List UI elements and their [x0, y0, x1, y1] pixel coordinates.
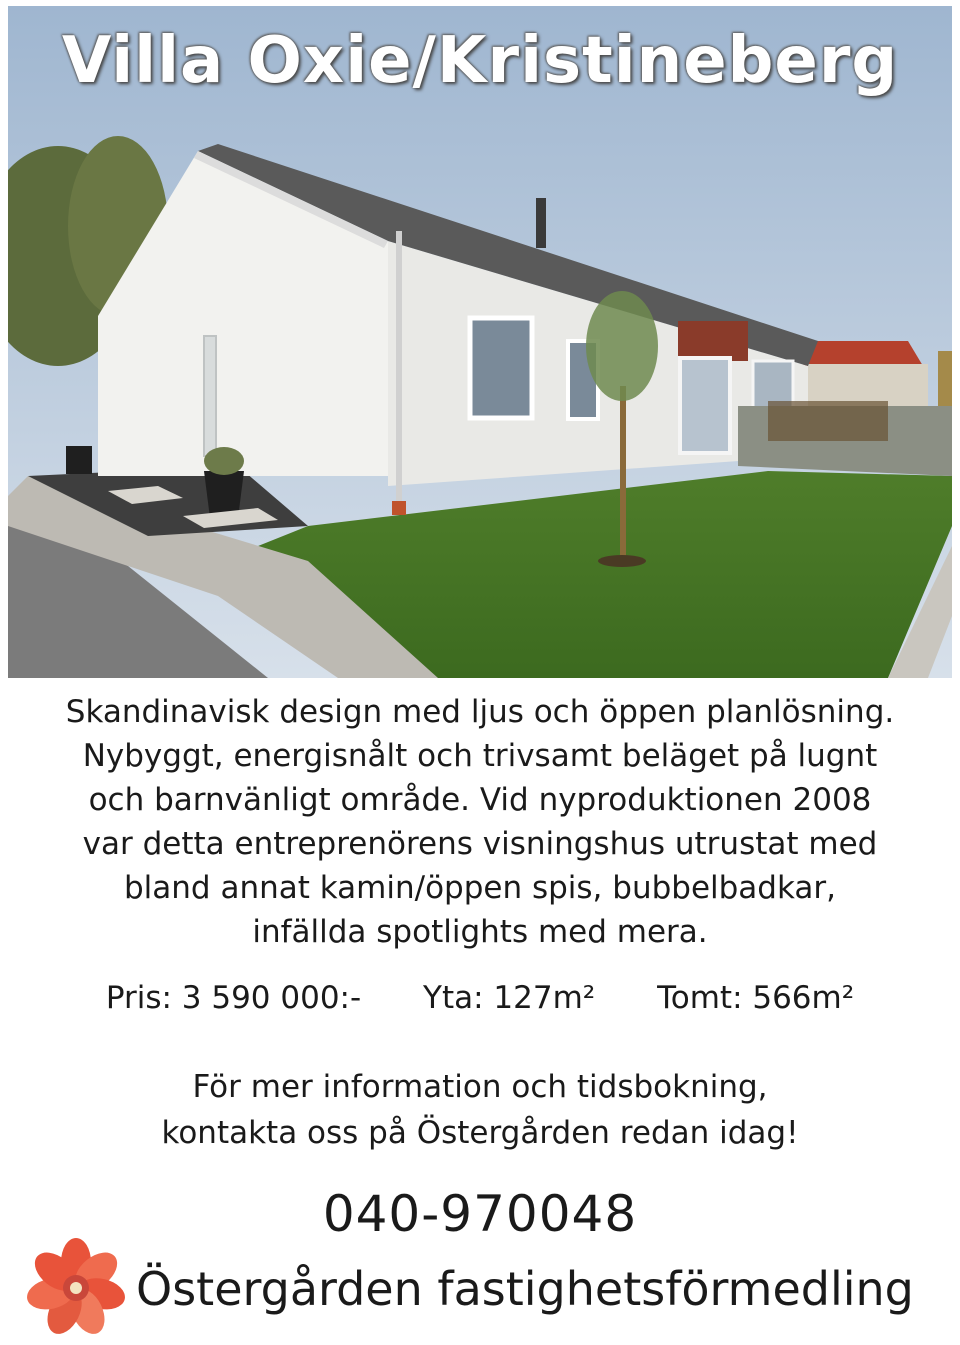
description: [0, 690, 960, 954]
price: Pris: 3 590 000:-: [105, 980, 362, 1016]
phone-number[interactable]: 040-970048: [322, 1185, 638, 1243]
description-line: Skandinavisk design med ljus och öppen planlösning.: [65, 694, 895, 730]
description-line: Nybyggt, energisnålt och trivsamt beläget på lugnt: [82, 738, 878, 774]
contact-line: kontakta oss på Östergården redan idag!: [161, 1115, 799, 1151]
contact-line: För mer information och tidsbokning,: [192, 1069, 768, 1105]
listing-title: Villa Oxie/Kristineberg: [61, 24, 899, 98]
contact-info: [0, 1064, 960, 1156]
description-line: infällda spotlights med mera.: [252, 914, 708, 950]
description-line: bland annat kamin/öppen spis, bubbelbadkar,: [124, 870, 836, 906]
property-facts: [0, 980, 960, 1016]
living-area: Yta: 127m²: [423, 980, 596, 1016]
flower-logo-icon: [24, 1238, 128, 1338]
description-line: var detta entreprenörens visningshus utrustat med: [82, 826, 878, 862]
brand-name: Östergården fastighetsförmedling: [136, 1262, 914, 1316]
house-illustration: [8, 6, 952, 678]
house-photo: [8, 6, 952, 678]
description-line: och barnvänligt område. Vid nyproduktionen 2008: [88, 782, 872, 818]
plot-size: Tomt: 566m²: [657, 980, 855, 1016]
